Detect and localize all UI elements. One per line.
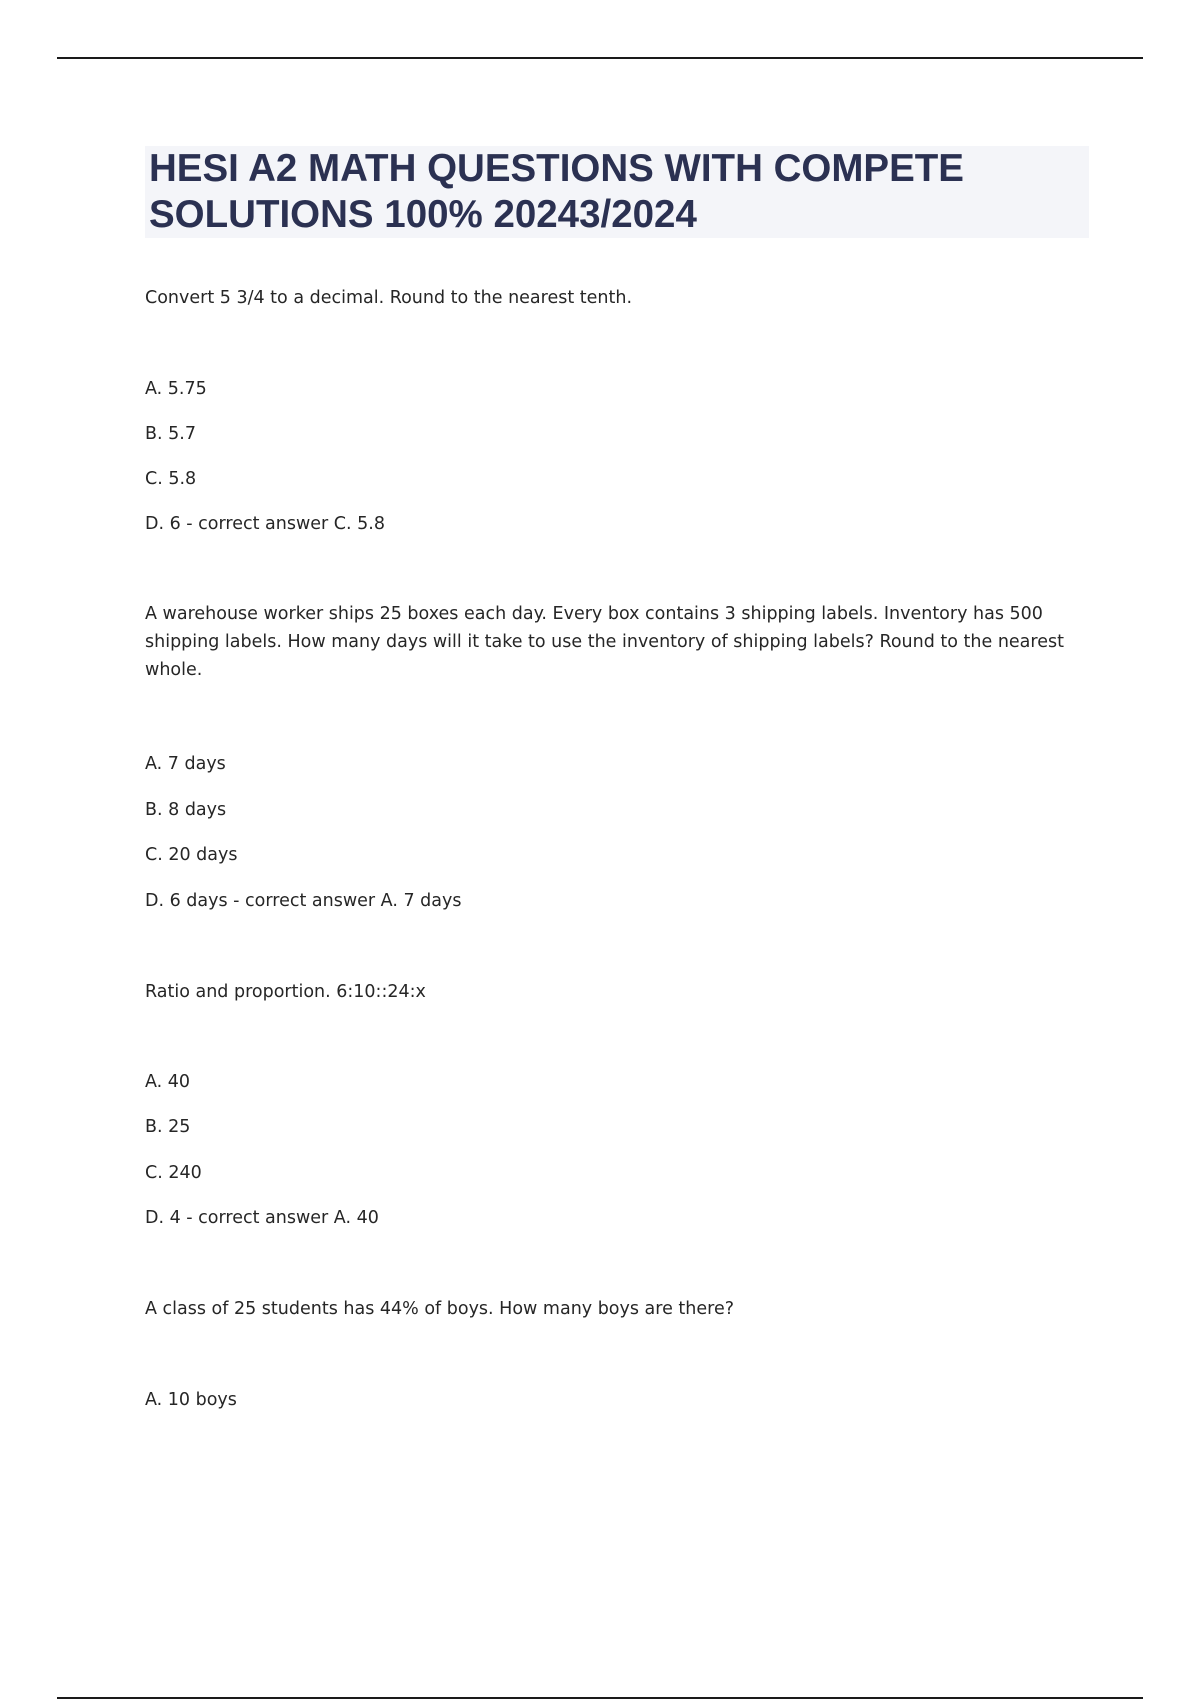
question-1-option-b: B. 5.7 [145, 424, 196, 444]
question-3-option-c: C. 240 [145, 1163, 202, 1183]
question-1-option-a: A. 5.75 [145, 379, 207, 399]
question-2-option-a: A. 7 days [145, 754, 226, 774]
question-3-option-d: D. 4 - correct answer A. 40 [145, 1208, 379, 1228]
question-2-option-c: C. 20 days [145, 845, 238, 865]
document-title: HESI A2 MATH QUESTIONS WITH COMPETE SOLUTIONS 100% 20243/2024 [149, 147, 964, 236]
question-3-option-a: A. 40 [145, 1072, 191, 1092]
top-rule [57, 57, 1143, 59]
question-4-option-a: A. 10 boys [145, 1390, 237, 1410]
question-1-option-c: C. 5.8 [145, 469, 197, 489]
question-3-option-b: B. 25 [145, 1117, 191, 1137]
question-2-option-b: B. 8 days [145, 800, 227, 820]
question-2-text: A warehouse worker ships 25 boxes each day. Every box contains 3 shipping labels. Inventory has 500 shipping labels. How many days will it take to use the inventory of shipping labels? Round to the nearest whole. [145, 604, 1064, 680]
question-1-option-d: D. 6 - correct answer C. 5.8 [145, 514, 385, 534]
title-block [145, 146, 1089, 238]
question-1-text: Convert 5 3/4 to a decimal. Round to the nearest tenth. [145, 288, 633, 308]
question-3-text: Ratio and proportion. 6:10::24:x [145, 982, 426, 1002]
bottom-rule [57, 1697, 1143, 1699]
question-4-text: A class of 25 students has 44% of boys. How many boys are there? [145, 1299, 735, 1319]
question-2-option-d: D. 6 days - correct answer A. 7 days [145, 891, 462, 911]
